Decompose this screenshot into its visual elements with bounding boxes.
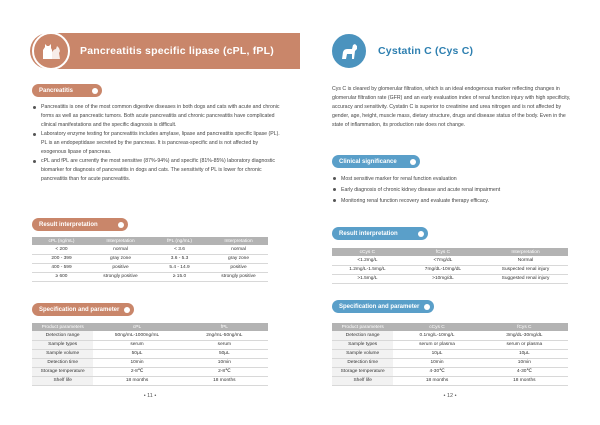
- table-row: Shelf life 18 months 18 months: [332, 376, 568, 385]
- table-row: 200 - 399 gray zone 3.6 - 5.3 gray zone: [32, 254, 268, 263]
- dog-icon: [330, 32, 368, 70]
- table-row: Detection time 10min 10min: [32, 358, 268, 367]
- page-number: • 11 •: [143, 393, 157, 399]
- left-result-table: [32, 237, 268, 282]
- column-header: cCys C: [332, 248, 403, 256]
- table-row: Sample types serum or plasma serum or plasma: [332, 340, 568, 349]
- section-label-clinical: Clinical significance: [332, 155, 420, 168]
- column-header: Interpretation: [483, 248, 568, 256]
- column-header: fCys C: [481, 323, 568, 331]
- page-number: • 12 •: [443, 393, 457, 399]
- bullet-item: Monitoring renal function recovery and evaluate therapy efficacy.: [332, 196, 576, 207]
- cystatin-description: Cys C is cleared by glomerular filtration, which is an ideal endogenous marker reflecting changes in glomerular filtration rate (GFR) and an early evaluation index of renal function injury with high specificity, accuracy and sensitivity. Cystatin C is superior to creatinine and urea nitrogen and is not affected by gender, age, height, muscle mass, dietary structure, drugs and disease status of the body. Even in the state of inflammation, its production rate does not change.: [332, 86, 571, 128]
- column-header: Interpretation: [91, 237, 150, 245]
- table-row: Sample volume 10μL 10μL: [332, 349, 568, 358]
- right-result-table: [332, 248, 568, 284]
- table-row: 400 - 599 positive 5.4 - 14.9 positive: [32, 263, 268, 272]
- column-header: fPL: [181, 323, 268, 331]
- table-row: Detection range 0.1mg/L-10mg/L 3mg/dL-30mg/dL: [332, 331, 568, 340]
- table-row: Detection range 50ng/mL-1000ng/mL 2ng/mL-50ng/mL: [32, 331, 268, 340]
- section-label-spec: Specification and parameter: [32, 303, 134, 316]
- right-page: [300, 0, 600, 425]
- column-header: fPL (ng/mL): [150, 237, 209, 245]
- section-label-spec: Specification and parameter: [332, 300, 434, 313]
- bullet-item: Laboratory enzyme testing for pancreatitis includes amylase, lipase and pancreatitis specific lipase (PL). PL is an endopeptidase secreted by the pancreas. It is pancreas-specific and is not affected by exogenous lipase of pancreas.: [32, 130, 284, 157]
- clinical-significance-list: [332, 174, 576, 207]
- table-row: Shelf life 18 months 18 months: [32, 376, 268, 385]
- left-title-banner: [30, 33, 300, 69]
- table-row: Sample volume 50μL 50μL: [32, 349, 268, 358]
- table-row: < 200 normal < 3.6 normal: [32, 245, 268, 254]
- bullet-item: Most sensitive marker for renal function evaluation: [332, 174, 576, 185]
- page-title: Pancreatitis specific lipase (cPL, fPL): [80, 45, 274, 57]
- table-row: Detection time 10min 10min: [332, 358, 568, 367]
- table-row: <1.2mg/L <7mg/dL Normal: [332, 256, 568, 265]
- table-row: ≥ 600 strongly positive ≥ 15.0 strongly positive: [32, 272, 268, 281]
- table-row: >1.5mg/L >10mg/dL Suggested renal injury: [332, 274, 568, 283]
- column-header: Interpretation: [209, 237, 268, 245]
- section-label-pancreatitis: Pancreatitis: [32, 84, 102, 97]
- column-header: Product parameters: [332, 323, 393, 331]
- pancreatitis-description: [32, 103, 284, 184]
- table-row: Storage temperature 4-30℃ 4-30℃: [332, 367, 568, 376]
- section-label-result: Result interpretation: [32, 218, 128, 231]
- column-header: cPL (ng/mL): [32, 237, 91, 245]
- table-row: Storage temperature 2-8℃ 2-8℃: [32, 367, 268, 376]
- column-header: cCys C: [393, 323, 480, 331]
- section-label-result: Result interpretation: [332, 227, 428, 240]
- cat-dog-icon: [32, 32, 70, 70]
- right-spec-table: [332, 323, 568, 386]
- bullet-item: Early diagnosis of chronic kidney disease and acute renal impairment: [332, 185, 576, 196]
- bullet-item: cPL and fPL are currently the most sensitive (87%-94%) and specific (81%-85%) laboratory diagnostic biomarker for diagnosis of pancreatitis in dogs and cats. The sensitivity of PL is lower for chronic pancreatitis than for acute pancreatitis.: [32, 157, 284, 184]
- table-row: Sample types serum serum: [32, 340, 268, 349]
- column-header: Product parameters: [32, 323, 93, 331]
- column-header: cPL: [93, 323, 180, 331]
- page-title: Cystatin C (Cys C): [378, 45, 474, 57]
- right-title-banner: [330, 33, 570, 69]
- column-header: fCys C: [403, 248, 483, 256]
- bullet-item: Pancreatitis is one of the most common digestive diseases in both dogs and cats with acute and chronic forms as well as pancreatic tumors. Both acute pancreatitis and chronic pancreatitis have complicated clinical manifestations and the specific diagnosis is difficult.: [32, 103, 284, 130]
- table-row: 1.2mg/L-1.5mg/L 7mg/dL-10mg/dL Suspected renal injury: [332, 265, 568, 274]
- left-spec-table: [32, 323, 268, 386]
